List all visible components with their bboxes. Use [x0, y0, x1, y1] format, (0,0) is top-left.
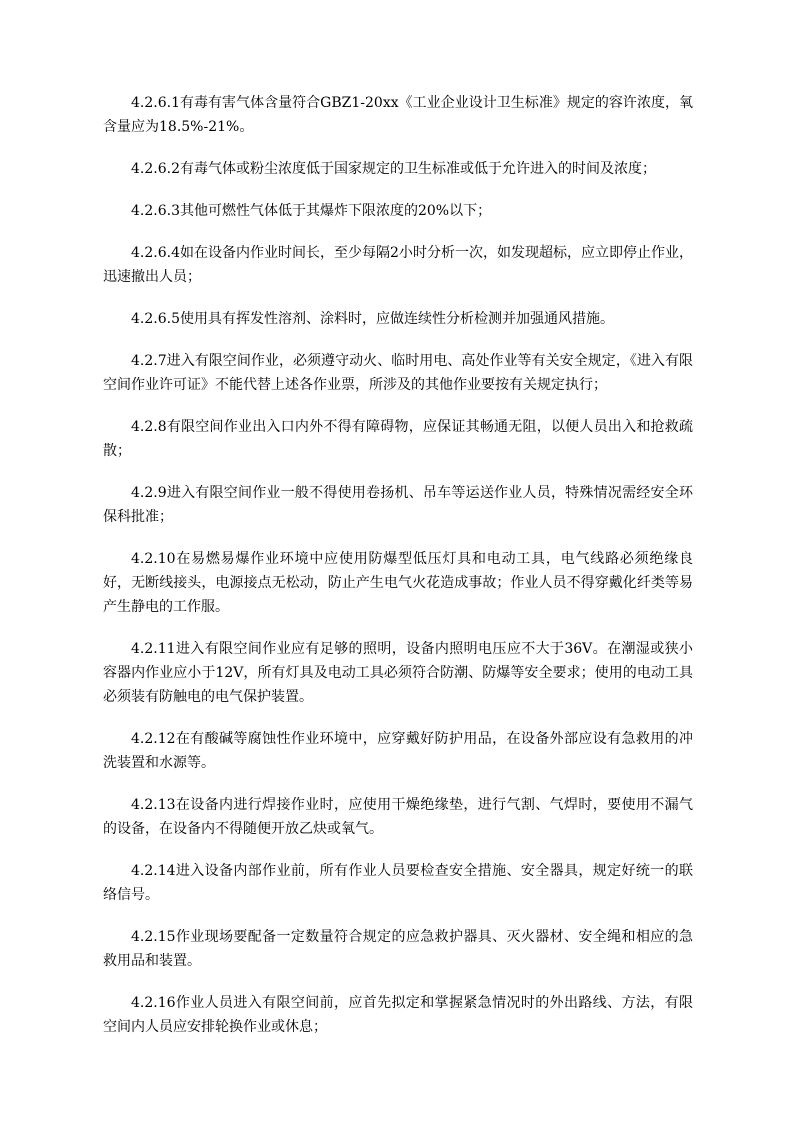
clause-4-2-7: 4.2.7进入有限空间作业，必须遵守动火、临时用电、高处作业等有关安全规定，《进入有限空间作业许可证》不能代替上述各作业票，所涉及的其他作业要按有关规定执行； [103, 353, 693, 393]
clause-4-2-12: 4.2.12在有酸碱等腐蚀性作业环境中，应穿戴好防护用品，在设备外部应设有急救用的冲洗装置和水源等。 [103, 731, 693, 771]
clause-4-2-6-2: 4.2.6.2有毒气体或粉尘浓度低于国家规定的卫生标准或低于允许进入的时间及浓度； [131, 161, 656, 177]
clause-4-2-6-1: 4.2.6.1有毒有害气体含量符合GBZ1-20xx《工业企业设计卫生标准》规定的容许浓度，氧含量应为18.5%-21%。 [103, 95, 693, 135]
clause-4-2-6-4: 4.2.6.4如在设备内作业时间长，至少每隔2小时分析一次，如发现超标，应立即停止作业，迅速撤出人员； [103, 245, 693, 285]
clause-4-2-16: 4.2.16作业人员进入有限空间前，应首先拟定和掌握紧急情况时的外出路线、方法，有限空间内人员应安排轮换作业或休息； [103, 995, 693, 1035]
clause-4-2-15: 4.2.15作业现场要配备一定数量符合规定的应急救护器具、灭火器材、安全绳和相应的急救用品和装置。 [103, 929, 693, 969]
clause-4-2-13: 4.2.13在设备内进行焊接作业时，应使用干燥绝缘垫，进行气割、气焊时，要使用不漏气的设备，在设备内不得随便开放乙炔或氧气。 [103, 797, 693, 837]
document-body [103, 91, 693, 1057]
clause-4-2-6-3: 4.2.6.3其他可燃性气体低于其爆炸下限浓度的20%以下； [131, 203, 492, 219]
clause-4-2-14: 4.2.14进入设备内部作业前，所有作业人员要检查安全措施、安全器具，规定好统一的联络信号。 [103, 863, 693, 903]
clause-4-2-11: 4.2.11进入有限空间作业应有足够的照明，设备内照明电压应不大于36V。在潮湿或狭小容器内作业应小于12V，所有灯具及电动工具必须符合防潮、防爆等安全要求；使用的电动工具必须装有防触电的电气保护装置。 [103, 641, 693, 705]
clause-4-2-6-5: 4.2.6.5使用具有挥发性溶剂、涂料时，应做连续性分析检测并加强通风措施。 [131, 311, 614, 327]
clause-4-2-10: 4.2.10在易燃易爆作业环境中应使用防爆型低压灯具和电动工具，电气线路必须绝缘良好，无断线接头，电源接点无松动，防止产生电气火花造成事故；作业人员不得穿戴化纤类等易产生静电的工作服。 [103, 551, 693, 615]
clause-4-2-8: 4.2.8有限空间作业出入口内外不得有障碍物，应保证其畅通无阻，以便人员出入和抢救疏散； [103, 419, 693, 459]
clause-4-2-9: 4.2.9进入有限空间作业一般不得使用卷扬机、吊车等运送作业人员，特殊情况需经安全环保科批准； [103, 485, 693, 525]
